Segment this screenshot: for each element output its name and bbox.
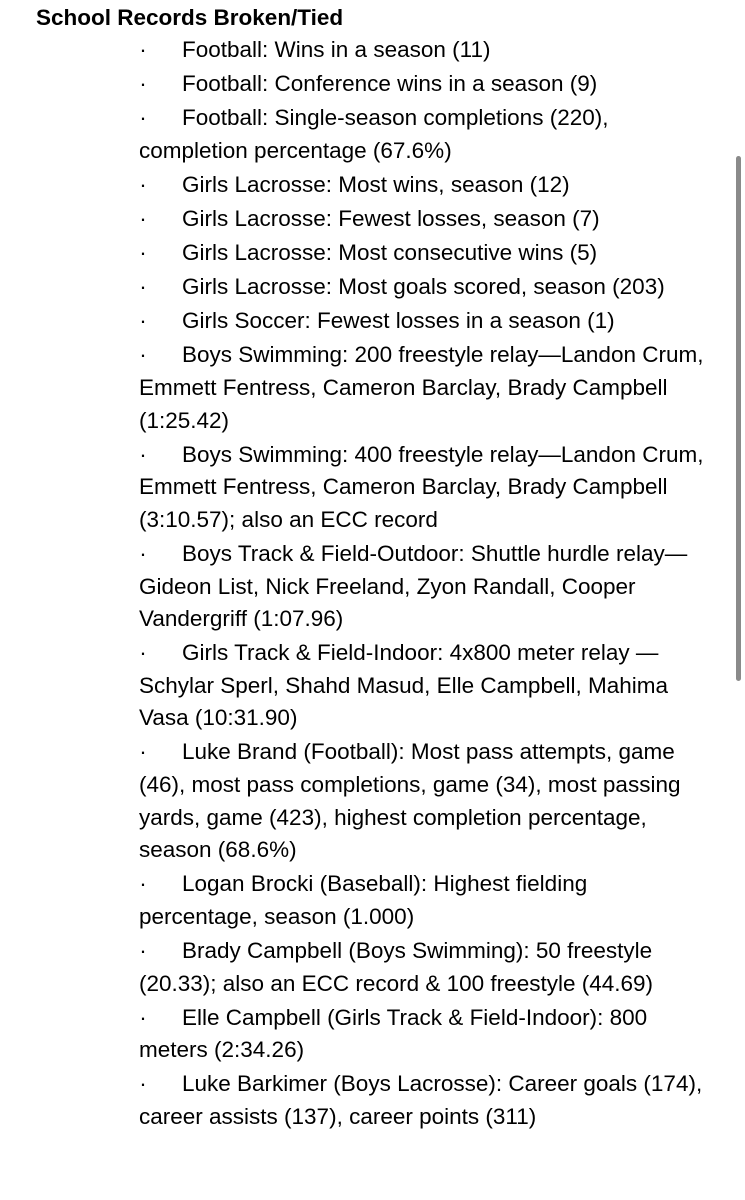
records-list <box>139 34 707 1135</box>
record-item <box>139 868 707 933</box>
record-text: Logan Brocki (Baseball): Highest fielding percentage, season (1.000) <box>139 871 588 929</box>
bullet-icon: · <box>139 540 147 566</box>
record-item <box>139 1068 707 1133</box>
bullet-icon: · <box>139 1071 147 1097</box>
record-text: Boys Swimming: 400 freestyle relay—Landon Crum, Emmett Fentress, Cameron Barclay, Brady Campbell (3:10.57); also an ECC record <box>139 441 704 532</box>
record-item <box>139 736 707 866</box>
record-text: Girls Soccer: Fewest losses in a season (1) <box>182 308 615 334</box>
record-item <box>139 102 707 167</box>
bullet-icon: · <box>139 938 147 964</box>
record-text: Boys Track & Field-Outdoor: Shuttle hurdle relay—Gideon List, Nick Freeland, Zyon Randall, Cooper Vandergriff (1:07.96) <box>139 540 688 632</box>
bullet-icon: · <box>139 274 147 300</box>
record-item <box>139 538 707 636</box>
bullet-icon: · <box>139 739 147 765</box>
record-item <box>139 305 707 338</box>
record-text: Boys Swimming: 200 freestyle relay—Landon Crum, Emmett Fentress, Cameron Barclay, Brady Campbell (1:25.42) <box>139 342 704 433</box>
record-text: Girls Track & Field-Indoor: 4x800 meter relay —Schylar Sperl, Shahd Masud, Elle Campbell, Mahima Vasa (10:31.90) <box>139 640 668 731</box>
section-heading: School Records Broken/Tied <box>36 5 344 30</box>
bullet-icon: · <box>139 441 147 467</box>
bullet-icon: · <box>139 342 147 368</box>
record-item <box>139 271 707 304</box>
bullet-icon: · <box>139 308 147 334</box>
bullet-icon: · <box>139 205 147 231</box>
record-item <box>139 439 707 537</box>
bullet-icon: · <box>139 871 147 897</box>
record-text: Elle Campbell (Girls Track & Field-Indoor): 800 meters (2:34.26) <box>139 1004 648 1063</box>
record-text: Girls Lacrosse: Fewest losses, season (7) <box>182 205 600 231</box>
record-text: Girls Lacrosse: Most consecutive wins (5) <box>182 240 598 266</box>
record-item <box>139 935 707 1000</box>
bullet-icon: · <box>139 240 147 266</box>
bullet-icon: · <box>139 37 147 62</box>
record-text: Football: Single-season completions (220), completion percentage (67.6%) <box>139 105 609 163</box>
record-text: Luke Barkimer (Boys Lacrosse): Career goals (174), career assists (137), career points (311) <box>139 1071 703 1129</box>
record-item <box>139 34 707 67</box>
record-text: Brady Campbell (Boys Swimming): 50 freestyle (20.33); also an ECC record & 100 freestyle (44.69) <box>139 938 654 996</box>
record-item <box>139 1002 707 1067</box>
record-item <box>139 169 707 202</box>
record-item <box>139 237 707 270</box>
record-item <box>139 203 707 236</box>
bullet-icon: · <box>139 640 147 666</box>
bullet-icon: · <box>139 105 147 131</box>
record-text: Luke Brand (Football): Most pass attempts, game (46), most pass completions, game (34), most passing yards, game (423), highest completion percentage, season (68.6%) <box>139 739 681 863</box>
bullet-icon: · <box>139 71 147 97</box>
bullet-icon: · <box>139 1004 147 1030</box>
record-item <box>139 339 707 437</box>
bullet-icon: · <box>139 171 147 197</box>
record-text: Football: Wins in a season (11) <box>182 37 491 62</box>
record-text: Girls Lacrosse: Most wins, season (12) <box>182 171 570 197</box>
record-text: Football: Conference wins in a season (9) <box>182 71 598 97</box>
record-item <box>139 637 707 735</box>
record-item <box>139 68 707 101</box>
scrollbar[interactable] <box>736 156 741 681</box>
record-text: Girls Lacrosse: Most goals scored, season (203) <box>182 274 665 300</box>
